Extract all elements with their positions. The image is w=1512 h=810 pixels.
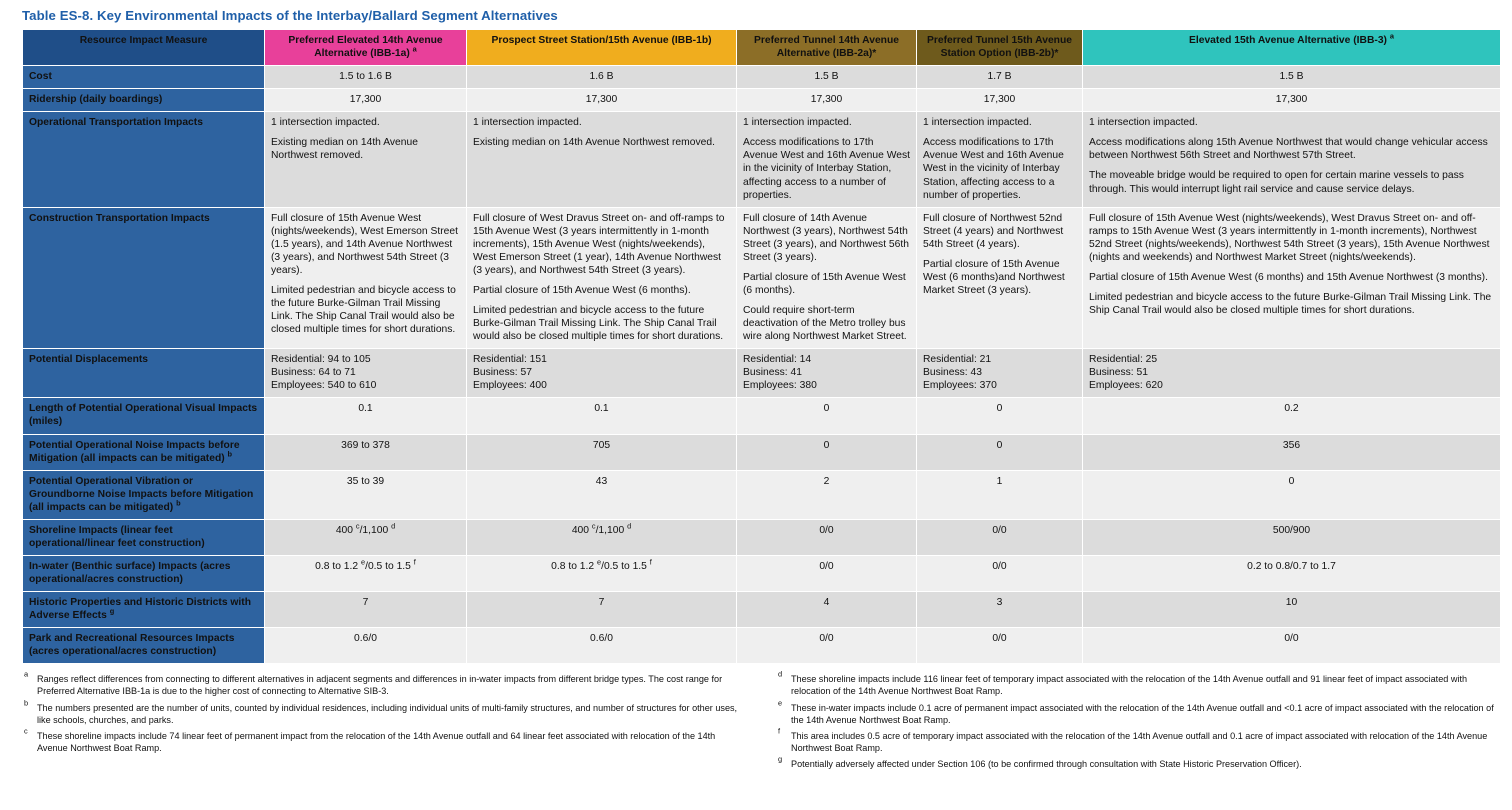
table-cell: 7 xyxy=(467,592,737,628)
table-row xyxy=(23,628,1501,664)
table-cell: 1.5 B xyxy=(1083,66,1501,89)
row-label: Shoreline Impacts (linear feet operational/linear feet construction) xyxy=(23,519,265,555)
table-cell: Full closure of 14th Avenue Northwest (3 years), Northwest 54th Street (3 years), and Northwest 56th Street (3 years). Partial closure of 15th Avenue West (6 months). Could require short-term deactivation of the Metro trolley bus wire along Northwest Market Street. xyxy=(737,207,917,349)
row-label: Historic Properties and Historic Districts with Adverse Effects $^g$ xyxy=(23,592,265,628)
footnote-marker: c xyxy=(24,726,28,736)
column-header-ibb-2b: Preferred Tunnel 15th Avenue Station Option (IBB-2b)* xyxy=(917,30,1083,66)
table-cell: Full closure of 15th Avenue West (nights/weekends), West Emerson Street (1.5 years), and 14th Avenue Northwest (3 years), and Northwest 54th Street (3 years). Limited pedestrian and bicycle access to the future Burke-Gilman Trail Missing Link. The Ship Canal Trail would also be closed multiple times for short durations. xyxy=(265,207,467,349)
table-cell: 0 xyxy=(917,398,1083,434)
table-row xyxy=(23,434,1501,470)
table-cell: 7 xyxy=(265,592,467,628)
table-cell: 0/0 xyxy=(917,628,1083,664)
footnote xyxy=(24,726,744,754)
table-row xyxy=(23,349,1501,398)
row-label: Park and Recreational Resources Impacts (acres operational/acres construction) xyxy=(23,628,265,664)
table-cell: 10 xyxy=(1083,592,1501,628)
table-cell: 0.6/0 xyxy=(265,628,467,664)
table-cell: 1 intersection impacted. Existing median on 14th Avenue Northwest removed. xyxy=(265,112,467,207)
table-row xyxy=(23,519,1501,555)
table-cell: 0 xyxy=(917,434,1083,470)
table-cell: 17,300 xyxy=(917,89,1083,112)
footnote-text: The numbers presented are the number of units, counted by individual residences, including individual units of multi-family structures, and number of structures for other uses, like schools, churches, and parks. xyxy=(37,702,738,725)
table-cell: Residential: 14 Business: 41 Employees: 380 xyxy=(737,349,917,398)
table-cell: 3 xyxy=(917,592,1083,628)
column-header-ibb-1b: Prospect Street Station/15th Avenue (IBB-1b) xyxy=(467,30,737,66)
table-cell: 0.2 to 0.8/0.7 to 1.7 xyxy=(1083,555,1501,591)
table-cell: 17,300 xyxy=(737,89,917,112)
table-cell: 0 xyxy=(737,434,917,470)
row-label: In-water (Benthic surface) Impacts (acres operational/acres construction) xyxy=(23,555,265,591)
column-header-ibb-3: Elevated 15th Avenue Alternative (IBB-3) $^a$ xyxy=(1083,30,1501,66)
footnote-text: This area includes 0.5 acre of temporary impact associated with the relocation of the 14th Avenue outfall and 0.1 acre of impact associated with relocation of the 14th Avenue Northwest Boat Ramp. xyxy=(791,730,1488,753)
footnote xyxy=(778,669,1498,697)
footnote xyxy=(24,697,744,726)
table-cell: 1 intersection impacted. Existing median on 14th Avenue Northwest removed. xyxy=(467,112,737,207)
table-cell: 0/0 xyxy=(737,555,917,591)
footnotes xyxy=(22,669,1498,774)
row-label: Construction Transportation Impacts xyxy=(23,207,265,349)
row-label: Ridership (daily boardings) xyxy=(23,89,265,112)
table-row xyxy=(23,555,1501,591)
table-row xyxy=(23,112,1501,207)
column-header-ibb-2a: Preferred Tunnel 14th Avenue Alternative (IBB-2a)* xyxy=(737,30,917,66)
footnote-marker: e xyxy=(778,697,783,707)
table-row xyxy=(23,470,1501,519)
table-cell: 1 xyxy=(917,470,1083,519)
row-label: Operational Transportation Impacts xyxy=(23,112,265,207)
table-cell: 705 xyxy=(467,434,737,470)
footnote-marker: a xyxy=(24,669,29,679)
table-cell: Full closure of Northwest 52nd Street (4 years) and Northwest 54th Street (4 years). Partial closure of 15th Avenue West (6 months)and Northwest Market Street (3 years). xyxy=(917,207,1083,349)
footnote-marker: b xyxy=(24,697,29,707)
table-cell: 35 to 39 xyxy=(265,470,467,519)
footnote xyxy=(778,726,1498,754)
row-label: Cost xyxy=(23,66,265,89)
table-cell: 17,300 xyxy=(265,89,467,112)
footnote-text: These shoreline impacts include 116 linear feet of temporary impact associated with the relocation of the 14th Avenue outfall and 91 linear feet of impact associated with relocation of the 14th Avenue Northwest Boat Ramp. xyxy=(791,674,1468,697)
table-cell: 0/0 xyxy=(737,519,917,555)
table-cell: 0.8 to 1.2 $^e$/0.5 to 1.5 $^f$ xyxy=(467,555,737,591)
footnote-marker: f xyxy=(778,726,781,736)
table-cell: Residential: 151 Business: 57 Employees: 400 xyxy=(467,349,737,398)
table-cell: 4 xyxy=(737,592,917,628)
table-cell: 1.7 B xyxy=(917,66,1083,89)
table-cell: 0.8 to 1.2 $^e$/0.5 to 1.5 $^f$ xyxy=(265,555,467,591)
table-row xyxy=(23,66,1501,89)
table-cell: 369 to 378 xyxy=(265,434,467,470)
table-cell: 1.5 B xyxy=(737,66,917,89)
row-label: Potential Displacements xyxy=(23,349,265,398)
table-cell: 1 intersection impacted. Access modifications along 15th Avenue Northwest that would change vehicular access between Northwest 56th Street and Northwest 57th Street. The moveable bridge would be required to open for certain marine vessels to pass through. This would interrupt light rail service and cause service delays. xyxy=(1083,112,1501,207)
table-cell: 500/900 xyxy=(1083,519,1501,555)
footnote-marker: d xyxy=(778,669,783,679)
table-cell: 0/0 xyxy=(917,519,1083,555)
impacts-table xyxy=(22,29,1501,664)
footnote-text: These in-water impacts include 0.1 acre of permanent impact associated with the relocation of the 14th Avenue outfall and <0.1 acre of impact associated with the relocation of the 14th Avenue Northwest Boat Ramp. xyxy=(791,702,1494,725)
table-cell: 0/0 xyxy=(737,628,917,664)
table-cell: 400 $^c$/1,100 $^d$ xyxy=(467,519,737,555)
table-cell: Full closure of 15th Avenue West (nights/weekends), West Dravus Street on- and off-ramps to 15th Avenue West (3 years intermittently in 1-month increments), Northwest 52nd Street (nights/weekends), Northwest 54th Street (3 years), 15th Avenue Northwest (nights and weekends) and Northwest Market Street (nights/weekends). Partial closure of 15th Avenue West (6 months) and 15th Avenue Northwest (3 months). Limited pedestrian and bicycle access to the future Burke-Gilman Trail Missing Link. The Ship Canal Trail would also be closed multiple times for short durations. xyxy=(1083,207,1501,349)
footnote xyxy=(24,669,744,697)
table-cell: 356 xyxy=(1083,434,1501,470)
table-cell: 17,300 xyxy=(1083,89,1501,112)
footnote-text: These shoreline impacts include 74 linear feet of permanent impact from the relocation of the 14th Avenue outfall and 64 linear feet associated with relocation of the 14th Avenue Northwest Boat Ramp. xyxy=(37,730,716,753)
row-label: Potential Operational Vibration or Groundborne Noise Impacts before Mitigation (all impacts can be mitigated) $^b$ xyxy=(23,470,265,519)
table-cell: Residential: 94 to 105 Business: 64 to 71 Employees: 540 to 610 xyxy=(265,349,467,398)
row-label: Length of Potential Operational Visual Impacts (miles) xyxy=(23,398,265,434)
table-cell: 43 xyxy=(467,470,737,519)
table-body xyxy=(23,66,1501,664)
table-cell: 2 xyxy=(737,470,917,519)
column-header-measure: Resource Impact Measure xyxy=(23,30,265,66)
table-cell: 0/0 xyxy=(917,555,1083,591)
table-row xyxy=(23,207,1501,349)
table-row xyxy=(23,398,1501,434)
table-title: Table ES-8. Key Environmental Impacts of the Interbay/Ballard Segment Alternatives xyxy=(22,8,558,23)
table-cell: 400 $^c$/1,100 $^d$ xyxy=(265,519,467,555)
table-cell: 0 xyxy=(737,398,917,434)
table-cell: 1 intersection impacted. Access modifications to 17th Avenue West and 16th Avenue West in the vicinity of Interbay Station, affecting access to a number of properties. xyxy=(917,112,1083,207)
table-cell: 1 intersection impacted. Access modifications to 17th Avenue West and 16th Avenue West in the vicinity of Interbay Station, affecting access to a number of properties. xyxy=(737,112,917,207)
table-cell: 0.6/0 xyxy=(467,628,737,664)
table-cell: 1.6 B xyxy=(467,66,737,89)
footnote-text: Ranges reflect differences from connecting to different alternatives in adjacent segments and differences in in-water impacts from different bridge types. The cost range for Preferred Alternative IBB-1a is due to the higher cost of connecting to Alternative SIB-3. xyxy=(37,674,723,697)
footnote-text: Potentially adversely affected under Section 106 (to be confirmed through consultation with State Historic Preservation Officer). xyxy=(791,758,1302,769)
table-cell: Residential: 21 Business: 43 Employees: 370 xyxy=(917,349,1083,398)
footnotes-right-column xyxy=(778,669,1498,774)
table-cell: 0.1 xyxy=(265,398,467,434)
footnote-marker: g xyxy=(778,754,783,764)
row-label: Potential Operational Noise Impacts before Mitigation (all impacts can be mitigated) $^b$ xyxy=(23,434,265,470)
table-cell: 17,300 xyxy=(467,89,737,112)
footnote xyxy=(778,754,1498,770)
column-header-ibb-1a: Preferred Elevated 14th Avenue Alternative (IBB-1a) $^a$ xyxy=(265,30,467,66)
table-cell: 1.5 to 1.6 B xyxy=(265,66,467,89)
footnotes-left-column xyxy=(24,669,744,774)
table-row xyxy=(23,592,1501,628)
table-cell: Full closure of West Dravus Street on- and off-ramps to 15th Avenue West (3 years intermittently in 1-month increments), 15th Avenue West (nights/weekends), West Emerson Street (1 year), 14th Avenue Northwest (3 years), and Northwest 54th Street (3 years). Partial closure of 15th Avenue West (6 months). Limited pedestrian and bicycle access to the future Burke-Gilman Trail Missing Link. The Ship Canal Trail would also be closed multiple times for short durations. xyxy=(467,207,737,349)
table-cell: 0.1 xyxy=(467,398,737,434)
table-header-row xyxy=(23,30,1501,66)
table-row xyxy=(23,89,1501,112)
table-cell: 0.2 xyxy=(1083,398,1501,434)
footnote xyxy=(778,697,1498,726)
table-cell: Residential: 25 Business: 51 Employees: 620 xyxy=(1083,349,1501,398)
table-cell: 0 xyxy=(1083,470,1501,519)
table-cell: 0/0 xyxy=(1083,628,1501,664)
